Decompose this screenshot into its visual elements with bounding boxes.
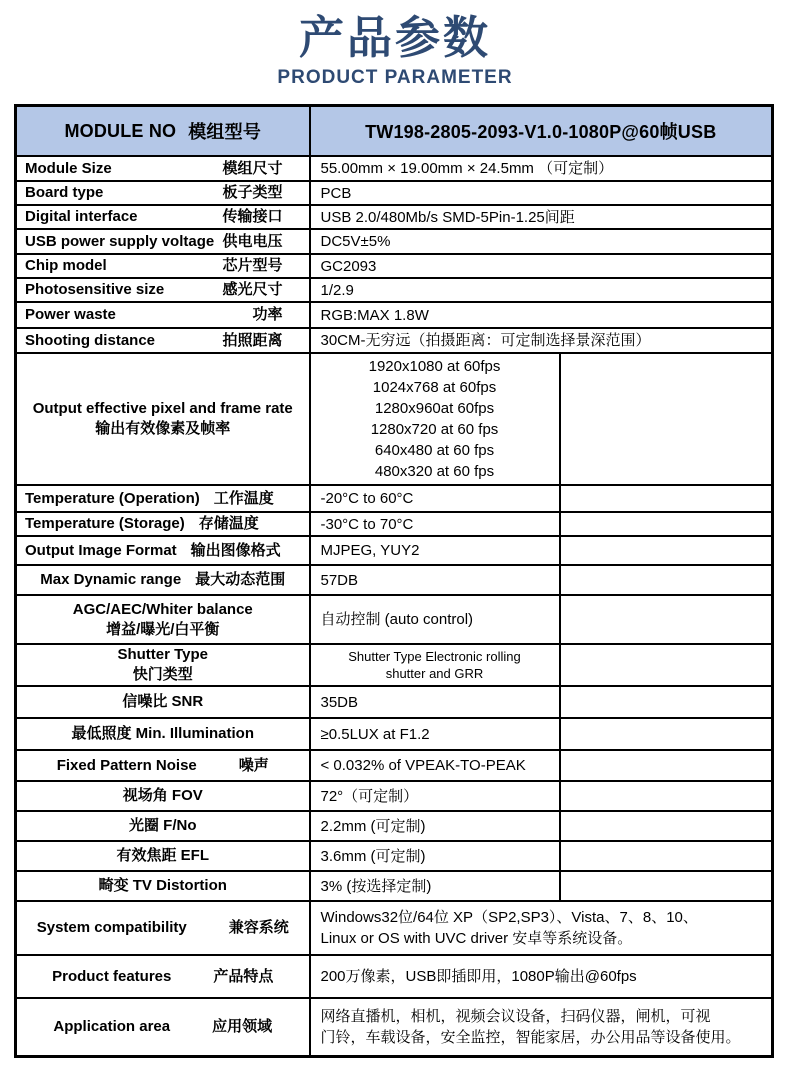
table-row-output-image-format (16, 536, 773, 565)
min-illumination-label-part: 最低照度 Min. Illumination (71, 725, 254, 742)
shutter-type-extra-cell (560, 644, 773, 686)
module-no-label-en: MODULE NO (64, 120, 177, 141)
output-image-format-label-part: 输出图像格式 (190, 541, 281, 559)
table-row-tv-distortion (16, 871, 773, 901)
table-row-usb-power-supply-voltage (16, 229, 773, 254)
digital-interface-label-part: Digital interface (25, 208, 138, 225)
snr-label (16, 686, 310, 718)
usb-power-supply-voltage-label (16, 229, 310, 254)
table-row-output-pixel-frame-rate (16, 353, 773, 485)
digital-interface-label (16, 205, 310, 229)
fov-label (16, 781, 310, 811)
temperature-operation-label-part: Temperature (Operation) (25, 489, 200, 507)
tv-distortion-extra-cell (560, 871, 773, 901)
min-illumination-extra-cell (560, 718, 773, 750)
system-compatibility-label-part: System compatibility (36, 919, 187, 936)
chip-model-label-part: Chip model (25, 257, 107, 274)
power-waste-label-part: 功率 (252, 306, 283, 323)
product-features-label-part: 产品特点 (213, 967, 274, 985)
fov-value: 72°（可定制） (310, 781, 560, 811)
table-row-f-no (16, 811, 773, 841)
digital-interface-label-part: 传输接口 (222, 208, 283, 225)
min-illumination-value: ≥0.5LUX at F1.2 (310, 718, 560, 750)
table-row-module-size (16, 156, 773, 181)
page-title: 产品参数 (298, 12, 491, 63)
table-row-product-features (16, 955, 773, 998)
max-dynamic-range-value: 57DB (310, 565, 560, 595)
table-row-temperature-storage (16, 512, 773, 536)
temperature-storage-value: -30°C to 70°C (310, 512, 560, 536)
shutter-type-label (16, 644, 310, 686)
usb-power-supply-voltage-label-part: USB power supply voltage (25, 232, 215, 250)
chip-model-label-part: 芯片型号 (222, 257, 283, 274)
table-row-application-area (16, 998, 773, 1057)
temperature-storage-label-part: Temperature (Storage) (25, 515, 185, 532)
photosensitive-size-value: 1/2.9 (310, 278, 773, 302)
fixed-pattern-noise-value: < 0.032% of VPEAK-TO-PEAK (310, 750, 560, 781)
output-pixel-frame-rate-label-part: 输出有效像素及帧率 (95, 420, 231, 437)
table-row-power-waste (16, 302, 773, 328)
table-row-digital-interface (16, 205, 773, 229)
agc-aec-white-balance-value: 自动控制 (auto control) (310, 595, 560, 644)
module-size-value: 55.00mm × 19.00mm × 24.5mm （可定制） (310, 156, 773, 181)
shutter-type-label-part: Shutter Type (117, 646, 209, 663)
system-compatibility-value: Windows32位/64位 XP（SP2,SP3）、Vista、7、8、10、 Linux or OS with UVC driver 安卓等系统设备。 (310, 901, 773, 955)
module-size-label-part: Module Size (25, 159, 112, 177)
photosensitive-size-label-part: 感光尺寸 (222, 281, 283, 298)
f-no-extra-cell (560, 811, 773, 841)
photosensitive-size-label (16, 278, 310, 302)
snr-label-part: 信噪比 SNR (122, 693, 204, 710)
temperature-operation-extra-cell (560, 485, 773, 512)
shutter-type-label-part: 快门类型 (132, 666, 193, 683)
efl-value: 3.6mm (可定制) (310, 841, 560, 871)
chip-model-value: GC2093 (310, 254, 773, 278)
fixed-pattern-noise-label-part: 噪声 (238, 756, 269, 774)
chip-model-label (16, 254, 310, 278)
output-image-format-extra-cell (560, 536, 773, 565)
efl-label (16, 841, 310, 871)
usb-power-supply-voltage-value: DC5V±5% (310, 229, 773, 254)
tv-distortion-value: 3% (按选择定制) (310, 871, 560, 901)
agc-aec-white-balance-extra-cell (560, 595, 773, 644)
table-row-shooting-distance (16, 328, 773, 353)
temperature-storage-extra-cell (560, 512, 773, 536)
fixed-pattern-noise-extra-cell (560, 750, 773, 781)
application-area-label-part: Application area (53, 1018, 171, 1035)
tv-distortion-label-part: 畸变 TV Distortion (98, 877, 227, 894)
table-row-shutter-type (16, 644, 773, 686)
temperature-storage-label-part: 存储温度 (198, 515, 259, 532)
table-row-fixed-pattern-noise (16, 750, 773, 781)
min-illumination-label (16, 718, 310, 750)
output-image-format-label (16, 536, 310, 565)
table-row-photosensitive-size (16, 278, 773, 302)
shooting-distance-label-part: 拍照距离 (222, 331, 283, 349)
fov-extra-cell (560, 781, 773, 811)
efl-label-part: 有效焦距 EFL (116, 847, 209, 864)
application-area-value: 网络直播机，相机，视频会议设备，扫码仪器，闸机，可视 门铃，车载设备，安全监控，智能家居，办公用品等设备使用。 (310, 998, 773, 1057)
output-pixel-frame-rate-label (16, 353, 310, 485)
f-no-label-part: 光圈 F/No (129, 817, 197, 834)
module-no-label-zh: 模组型号 (188, 122, 262, 142)
module-no-value: TW198-2805-2093-V1.0-1080P@60帧USB (365, 122, 717, 142)
max-dynamic-range-extra-cell (560, 565, 773, 595)
efl-extra-cell (560, 841, 773, 871)
digital-interface-value: USB 2.0/480Mb/s SMD-5Pin-1.25间距 (310, 205, 773, 229)
system-compatibility-label-part: 兼容系统 (228, 919, 289, 936)
snr-value: 35DB (310, 686, 560, 718)
application-area-label-part: 应用领域 (212, 1018, 273, 1035)
temperature-storage-label (16, 512, 310, 536)
title-block (0, 0, 790, 90)
usb-power-supply-voltage-label-part: 供电电压 (222, 232, 283, 250)
max-dynamic-range-label-part: 最大动态范围 (195, 571, 286, 588)
shutter-type-value: Shutter Type Electronic rolling shutter and GRR (310, 644, 560, 686)
temperature-operation-label (16, 485, 310, 512)
temperature-operation-label-part: 工作温度 (213, 489, 274, 507)
board-type-label-part: Board type (25, 184, 104, 201)
f-no-label (16, 811, 310, 841)
agc-aec-white-balance-label (16, 595, 310, 644)
fixed-pattern-noise-label-part: Fixed Pattern Noise (56, 756, 197, 774)
table-row-chip-model (16, 254, 773, 278)
shooting-distance-label (16, 328, 310, 353)
shooting-distance-value: 30CM-无穷远（拍摄距离：可定制选择景深范围） (310, 328, 773, 353)
max-dynamic-range-label-part: Max Dynamic range (40, 571, 182, 588)
table-row-fov (16, 781, 773, 811)
product-features-label (16, 955, 310, 998)
module-size-label (16, 156, 310, 181)
snr-extra-cell (560, 686, 773, 718)
agc-aec-white-balance-label-part: AGC/AEC/Whiter balance (72, 600, 253, 618)
table-row-snr (16, 686, 773, 718)
output-pixel-frame-rate-extra-cell (560, 353, 773, 485)
table-row-temperature-operation (16, 485, 773, 512)
product-features-value: 200万像素，USB即插即用，1080P输出@60fps (310, 955, 773, 998)
tv-distortion-label (16, 871, 310, 901)
table-row-system-compatibility (16, 901, 773, 955)
board-type-label-part: 板子类型 (222, 184, 283, 201)
spec-table (14, 104, 774, 1058)
power-waste-label-part: Power waste (25, 306, 116, 323)
max-dynamic-range-label (16, 565, 310, 595)
fixed-pattern-noise-label (16, 750, 310, 781)
temperature-operation-value: -20°C to 60°C (310, 485, 560, 512)
shooting-distance-label-part: Shooting distance (25, 331, 156, 349)
f-no-value: 2.2mm (可定制) (310, 811, 560, 841)
table-header-row (16, 106, 773, 157)
output-pixel-frame-rate-label-part: Output effective pixel and frame rate (32, 400, 293, 417)
board-type-label (16, 181, 310, 205)
table-row-board-type (16, 181, 773, 205)
power-waste-value: RGB:MAX 1.8W (310, 302, 773, 328)
product-features-label-part: Product features (52, 967, 172, 985)
module-no-header-cell (16, 106, 310, 157)
table-row-max-dynamic-range (16, 565, 773, 595)
photosensitive-size-label-part: Photosensitive size (25, 281, 165, 298)
power-waste-label (16, 302, 310, 328)
module-no-value-cell (310, 106, 773, 157)
output-image-format-label-part: Output Image Format (25, 541, 177, 559)
table-row-agc-aec-white-balance (16, 595, 773, 644)
output-image-format-value: MJPEG, YUY2 (310, 536, 560, 565)
board-type-value: PCB (310, 181, 773, 205)
module-size-label-part: 模组尺寸 (222, 159, 283, 177)
table-row-efl (16, 841, 773, 871)
fov-label-part: 视场角 FOV (122, 787, 203, 804)
agc-aec-white-balance-label-part: 增益/曝光/白平衡 (106, 620, 220, 638)
application-area-label (16, 998, 310, 1057)
table-row-min-illumination (16, 718, 773, 750)
output-pixel-frame-rate-value: 1920x1080 at 60fps 1024x768 at 60fps 1280x960at 60fps 1280x720 at 60 fps 640x480 at 60 fps 480x320 at 60 fps (310, 353, 560, 485)
page-subtitle: PRODUCT PARAMETER (277, 67, 513, 88)
system-compatibility-label (16, 901, 310, 955)
